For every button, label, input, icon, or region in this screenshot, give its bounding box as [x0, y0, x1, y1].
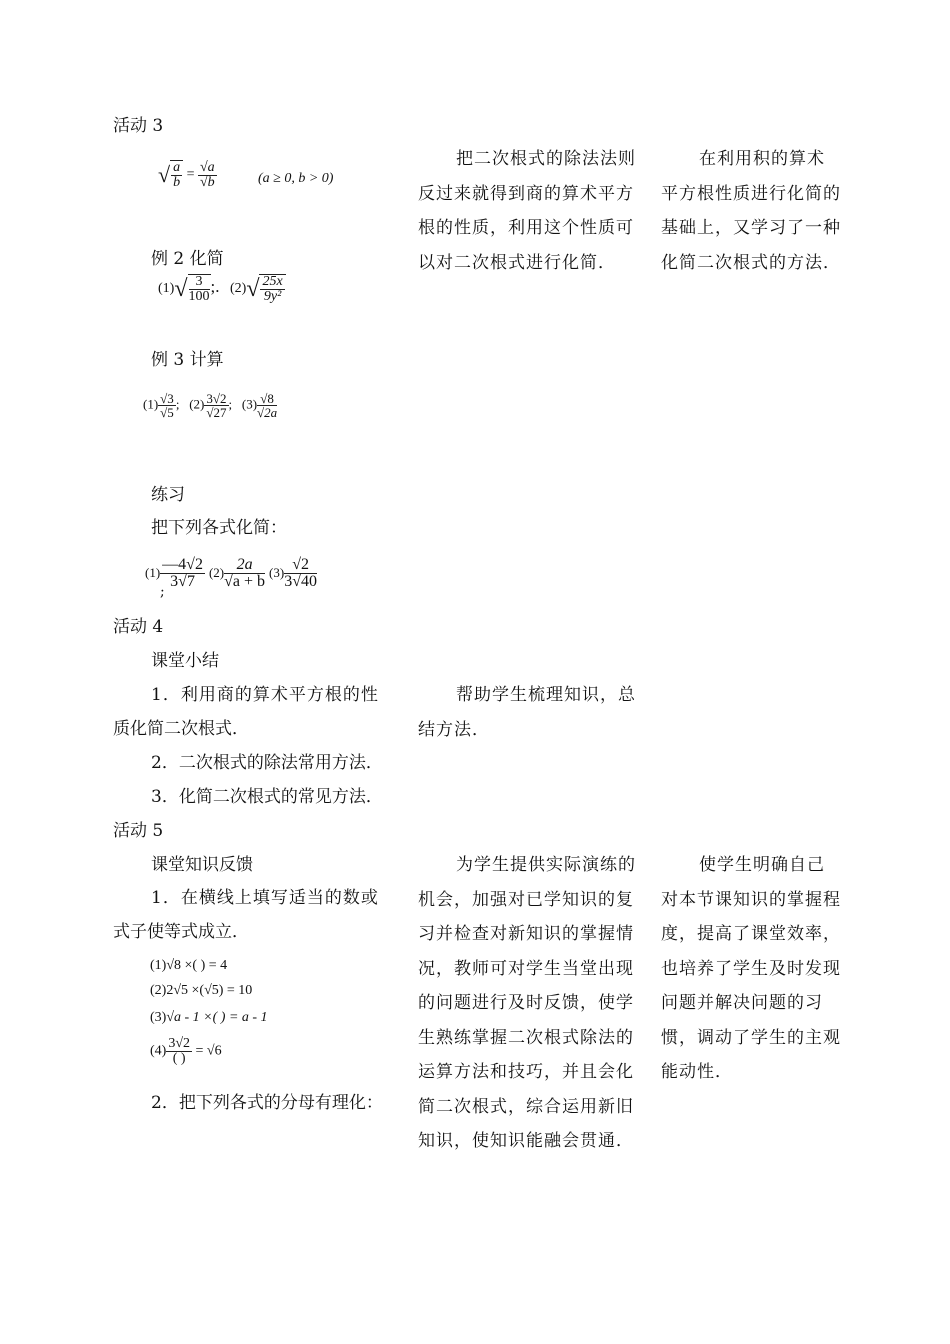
formula-condition: (a ≥ 0, b > 0)	[258, 171, 334, 186]
activity5-subtitle: 课堂知识反馈	[151, 855, 253, 875]
summary-item-1-cont: 质化简二次根式．	[113, 719, 249, 739]
example3-label: 例 3 计算	[151, 350, 224, 370]
practice-instruction: 把下列各式化简：	[151, 518, 287, 538]
activity5-intent: 为学生提供实际演练的机会，加强对已学知识的复习并检查对新知识的掌握情况，教师可对学生当堂出现的问题进行及时反馈，使学生熟练掌握二次根式除法的运算方法和技巧，并且会化简二次根式，综合运用新旧知识，使知识能融会贯通．	[418, 855, 636, 1151]
quotient-root-formula: √ $\frac{a}{b}$ = $\frac{√a}{√b}$	[158, 159, 215, 190]
fill-equation-2: (2)2√5 ×(√5) = 10	[150, 983, 253, 998]
activity5-effect: 使学生明确自己对本节课知识的掌握程度，提高了课堂效率，也培养了学生及时发现问题并解决问题的习惯，调动了学生的主观能动性．	[661, 855, 841, 1082]
feedback-item-2: 2．把下列各式的分母有理化：	[151, 1093, 383, 1113]
activity4-intent: 帮助学生梳理知识，总结方法．	[418, 685, 636, 740]
activity3-intent: 把二次根式的除法法则反过来就得到商的算术平方根的性质，利用这个性质可以对二次根式进行化简．	[418, 149, 636, 273]
fill-equation-1: (1)√8 ×( ) = 4	[150, 958, 228, 973]
feedback-item-1-cont: 式子使等式成立．	[113, 922, 249, 942]
fill-equation-3: (3)√a - 1 ×( ) = a - 1	[150, 1010, 268, 1025]
activity3-title: 活动 3	[113, 116, 164, 136]
summary-item-2: 2．二次根式的除法常用方法．	[151, 753, 383, 773]
practice-problems: (1) $\frac{—4√2}{3√7}$ (2) $\frac{2a}{√a + b}$ (3) $\frac{√2}{3√40}$	[145, 556, 317, 590]
fill-equation-4: (4) $\frac{3√2}{( )}$ = √6	[150, 1036, 222, 1066]
activity3-effect: 在利用积的算术平方根性质进行化简的基础上，又学习了一种化简二次根式的方法．	[661, 149, 841, 273]
feedback-item-1: 1．在横线上填写适当的数或	[151, 888, 379, 908]
example3-problems: (1) $\frac{√3}{√5}$ ; (2) $\frac{3√2}{√27}$ ; (3) $\frac{√8}{√2a}$	[143, 391, 278, 420]
practice-separator: ;	[160, 584, 165, 600]
activity4-subtitle: 课堂小结	[151, 651, 219, 671]
example2-problems: (1)√ $\frac{3}{100}$ ;. (2)√ $\frac{25x}{\text{9y²}}$	[158, 274, 286, 304]
practice-label: 练习	[151, 485, 185, 505]
activity4-title: 活动 4	[113, 617, 164, 637]
example2-label: 例 2 化简	[151, 249, 224, 269]
summary-item-3: 3．化简二次根式的常见方法．	[151, 787, 383, 807]
activity5-title: 活动 5	[113, 821, 164, 841]
summary-item-1: 1．利用商的算术平方根的性	[151, 685, 379, 705]
